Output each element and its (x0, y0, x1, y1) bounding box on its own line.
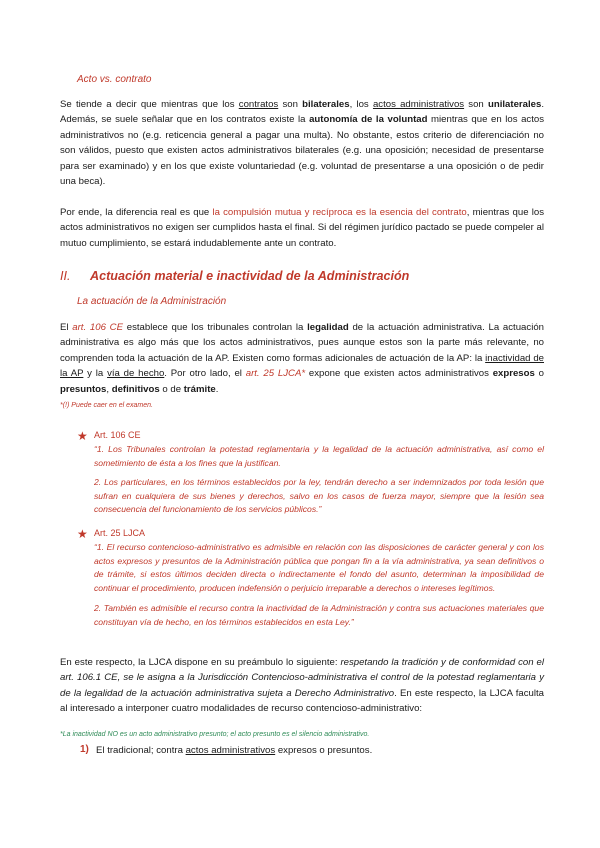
list-item-number: 1) (80, 744, 89, 755)
paragraph-acto-contrato: Se tiende a decir que mientras que los contratos son bilaterales, los actos administrativos son unilaterales. Además, se suele señalar que en los contratos existe la autonomía de la voluntad mientras que en los actos administrativos no (e.g. reticencia general a pagar una multa). No obstante, estos criterio de diferenciación no son válidos, puesto que existen actos administrativos bilaterales (e.g. una oposición; necesidad de presentarse para ser examinado) y en los que existe voluntariedad (e.g. voluntad de presentarse a una oposición o de pedir una beca). (60, 99, 544, 188)
inactividad-note: *La inactividad NO es un acto administrativo presunto; el acto presunto es el silencio administrativo. (60, 731, 370, 738)
star-icon: ★ (77, 527, 88, 541)
subheading-acto-vs-contrato: Acto vs. contrato (77, 74, 152, 85)
quote-106-1: “1. Los Tribunales controlan la potestad reglamentaria y la legalidad de la actuación administrativa, así como el sometimiento de ésta a los fines que la justifican. (94, 444, 544, 468)
list-item: El tradicional; contra actos administrativos expresos o presuntos. (96, 745, 373, 756)
section-heading-ii: II. Actuación material e inactividad de la Administración (60, 269, 410, 283)
star-icon: ★ (77, 429, 88, 443)
quote-25-1: “1. El recurso contencioso-administrativo es admisible en relación con las disposiciones de carácter general y con los actos expresos y presuntos de la Administración pública que pongan fin a la vía administrativa, ya sean definitivos o de trámite, si estos últimos deciden directa o indirectamente el fondo del asunto, determinan la imposibilidad de continuar el procedimiento, producen indefensión o perjuicio irreparable a derechos o intereses legítimos. (94, 542, 544, 593)
paragraph-ljca-preambulo: En este respecto, la LJCA dispone en su preámbulo lo siguiente: respetando la tradición y de conformidad con el art. 106.1 CE, se le asigna a la Jurisdicción Contencioso-administrativa el control de la potestad reglamentaria y de la legalidad de la actuación administrativa sujeta a Derecho Administrativo. En este respecto, la LJCA faculta al interesado a interponer cuatro modalidades de recurso contencioso-administrativo: (60, 657, 545, 715)
article-title-25-ljca: Art. 25 LJCA (94, 528, 146, 538)
paragraph-diferencia-real: Por ende, la diferencia real es que la compulsión mutua y recíproca es la esencia del contrato, mientras que los actos administrativos no exigen ser cumplidos hasta el final. Si del régimen jurídico pactado se puede compeler al mutuo cumplimiento, se estará indudablemente ante un contrato. (60, 207, 544, 249)
paragraph-actuacion: El art. 106 CE establece que los tribunales controlan la legalidad de la actuación administrativa. La actuación administrativa es algo más que los actos administrativos, pues aunque estos son la parte más relevante, no comprenden toda la actuación de la AP. Existen como formas adicionales de actuación de la AP: la inactividad de la AP y la vía de hecho. Por otro lado, el art. 25 LJCA* expone que existen actos administrativos expresos o presuntos, definitivos o de trámite. (60, 322, 544, 395)
quote-106-2: 2. Los particulares, en los términos establecidos por la ley, tendrán derecho a ser indemnizados por toda lesión que sufran en cualquiera de sus bienes y derechos, salvo en los casos de fuerza mayor, siempre que la lesión sea consecuencia del funcionamiento de los servicios públicos.” (94, 477, 544, 514)
quote-25-2: 2. También es admisible el recurso contra la inactividad de la Administración y contra sus actuaciones materiales que constituyan vía de hecho, en los términos establecidos en esta Ley.” (94, 603, 544, 627)
subheading-actuacion: La actuación de la Administración (77, 296, 227, 307)
article-title-106-ce: Art. 106 CE (94, 430, 141, 440)
exam-note: *(!) Puede caer en el examen. (60, 402, 153, 409)
